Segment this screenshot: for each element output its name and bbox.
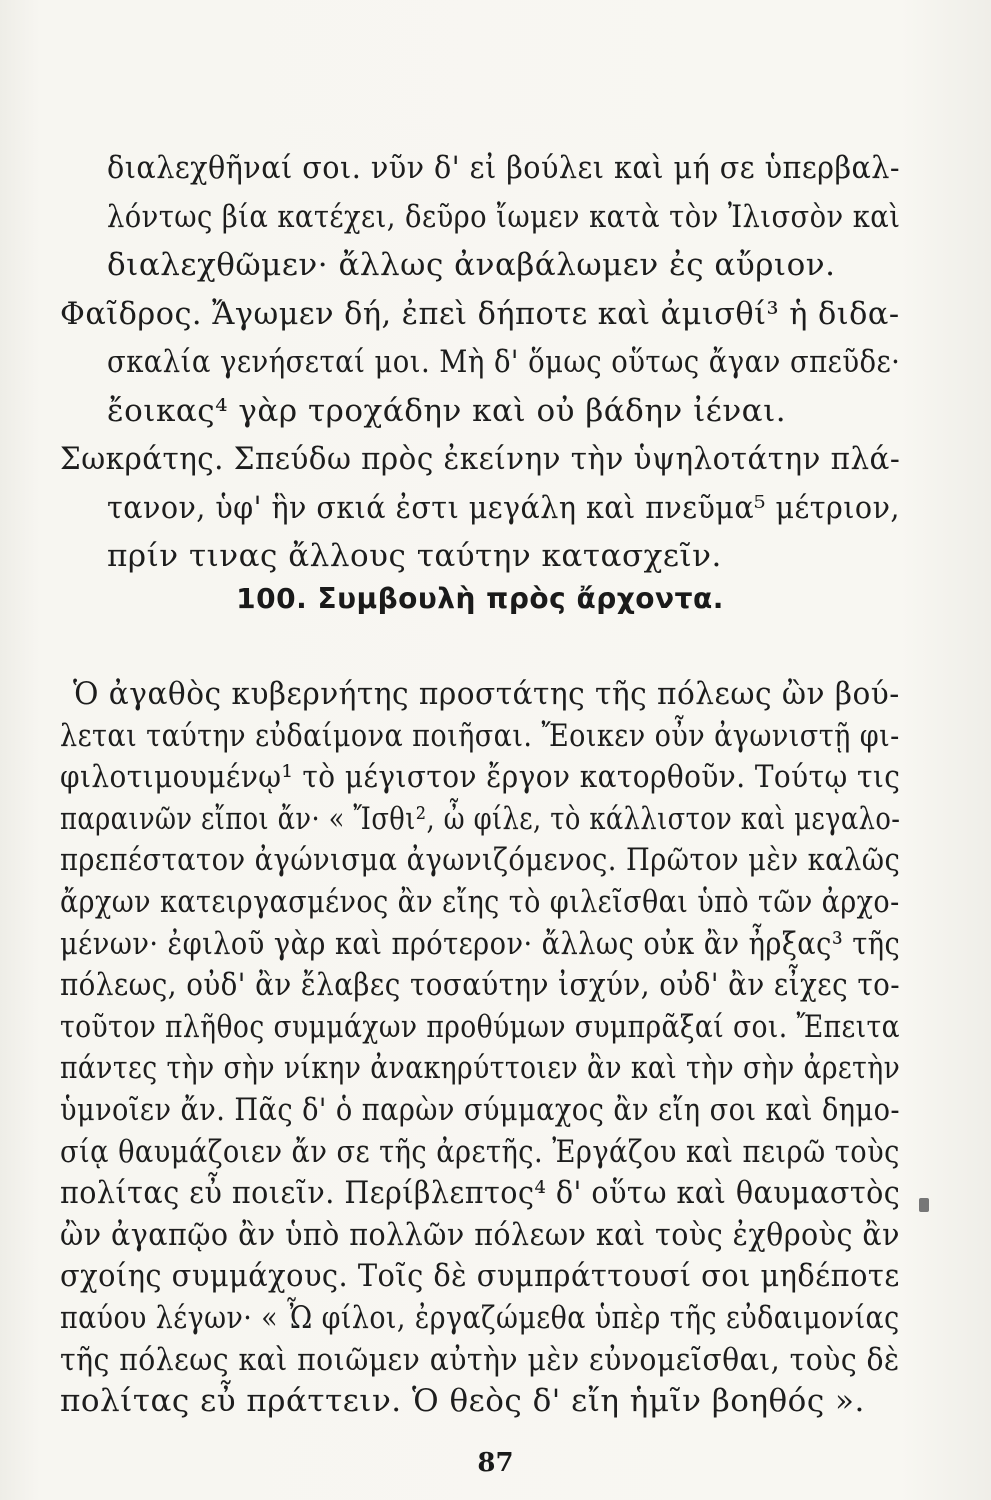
text-line: τανον, ὑφ' ἣν σκιά ἐστι μεγάλη καὶ πνεῦμα⁵ μέτριον,: [107, 489, 900, 526]
text-line: διαλεχθῆναί σοι. νῦν δ' εἰ βούλει καὶ μή σε ὑπερβαλ-: [107, 150, 901, 186]
text-line: Σωκράτης. Σπεύδω πρὸς ἐκείνην τὴν ὑψηλοτάτην πλά-: [60, 441, 901, 477]
text-line: παραινῶν εἴποι ἄν· « Ἴσθι², ὦ φίλε, τὸ κάλλιστον καὶ μεγαλο-: [60, 800, 901, 837]
page-number: 87: [477, 1448, 514, 1478]
text-line: πολίτας εὖ πράττειν. Ὁ θεὸς δ' εἴη ἡμῖν βοηθός ».: [60, 1383, 865, 1420]
text-line: ὢν ἀγαπῷο ἂν ὑπὸ πολλῶν πόλεων καὶ τοὺς ἐχθροὺς ἂν: [60, 1216, 900, 1253]
text-line: ἄρχων κατειργασμένος ἂν εἴης τὸ φιλεῖσθαι ὑπὸ τῶν ἀρχο-: [60, 884, 900, 920]
text-line: πολίτας εὖ ποιεῖν. Περίβλεπτος⁴ δ' οὕτω καὶ θαυμαστὸς: [60, 1175, 901, 1212]
text-line: σχοίης συμμάχους. Τοῖς δὲ συμπράττουσί σοι μηδέποτε: [60, 1258, 900, 1295]
text-line: λεται ταύτην εὐδαίμονα ποιῆσαι. Ἔοικεν οὖν ἀγωνιστῇ φι-: [60, 717, 900, 754]
text-line: τοῦτον πλῆθος συμμάχων προθύμων συμπρᾶξαί σοι. Ἔπειτα: [60, 1008, 901, 1045]
text-line: παύου λέγων· « Ὦ φίλοι, ἐργαζώμεθα ὑπὲρ τῆς εὐδαιμονίας: [60, 1300, 900, 1336]
text-line: πόλεως, οὐδ' ἂν ἔλαβες τοσαύτην ἰσχύν, οὐδ' ἂν εἶχες το-: [60, 967, 901, 1004]
text-line: Φαῖδρος. Ἄγωμεν δή, ἐπεὶ δήποτε καὶ ἀμισθί³ ἡ διδα-: [60, 295, 900, 332]
text-line: τῆς πόλεως καὶ ποιῶμεν αὐτὴν μὲν εὐνομεῖσθαι, τοὺς δὲ: [60, 1341, 900, 1378]
text-line: σίᾳ θαυμάζοιεν ἄν σε τῆς ἀρετῆς. Ἐργάζου καὶ πειρῶ τοὺς: [60, 1133, 900, 1170]
text-line: πρεπέστατον ἀγώνισμα ἀγωνιζόμενος. Πρῶτον μὲν καλῶς: [60, 842, 901, 879]
text-line: διαλεχθῶμεν· ἄλλως ἀναβάλωμεν ἐς αὔριον.: [107, 247, 836, 283]
text-line: μένων· ἐφιλοῦ γὰρ καὶ πρότερον· ἄλλως οὐκ ἂν ἦρξας³ τῆς: [60, 925, 901, 962]
text-line: πρίν τινας ἄλλους ταύτην κατασχεῖν.: [107, 538, 722, 574]
text-line: ἔοικας⁴ γὰρ τροχάδην καὶ οὐ βάδην ἰέναι.: [107, 392, 787, 429]
text-line: λόντως βία κατέχει, δεῦρο ἴωμεν κατὰ τὸν Ἰλισσὸν καὶ: [107, 198, 901, 235]
margin-mark: [919, 1198, 929, 1212]
text-line: ὑμνοῖεν ἄν. Πᾶς δ' ὁ παρὼν σύμμαχος ἂν εἴη σοι καὶ δημο-: [60, 1092, 900, 1128]
text-line: σκαλία γενήσεταί μοι. Μὴ δ' ὅμως οὕτως ἄγαν σπεῦδε·: [107, 344, 901, 380]
section-heading: 100. Συμβουλὴ πρὸς ἄρχοντα.: [236, 582, 724, 615]
text-line: πάντες τὴν σὴν νίκην ἀνακηρύττοιεν ἂν καὶ τὴν σὴν ἀρετὴν: [60, 1050, 901, 1087]
text-line: φιλοτιμουμένῳ¹ τὸ μέγιστον ἔργον κατορθοῦν. Τούτῳ τις: [60, 759, 901, 796]
text-line: Ὁ ἀγαθὸς κυβερνήτης προστάτης τῆς πόλεως ὢν βού-: [73, 676, 900, 712]
